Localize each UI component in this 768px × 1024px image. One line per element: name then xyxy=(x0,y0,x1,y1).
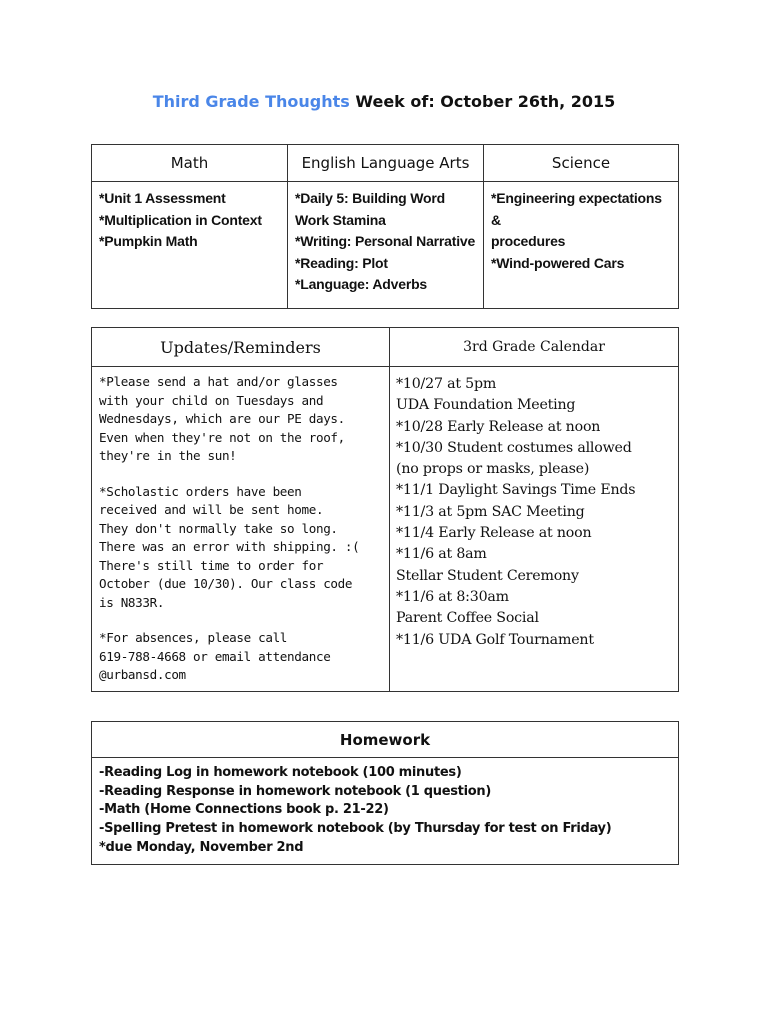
calendar-line: *11/3 at 5pm SAC Meeting xyxy=(396,503,585,520)
math-item: *Unit 1 Assessment xyxy=(99,190,226,206)
subjects-table xyxy=(91,144,679,309)
updates-calendar-table xyxy=(91,327,679,692)
calendar-line: *11/1 Daylight Savings Time Ends xyxy=(396,482,636,499)
science-header: Science xyxy=(484,145,679,182)
homework-item: -Reading Response in homework notebook (1 question) xyxy=(99,783,491,799)
reminder-hats xyxy=(99,373,385,466)
updates-header: Updates/Reminders xyxy=(92,328,390,367)
reminder-line: There's still time to order for xyxy=(99,557,324,573)
calendar-header: 3rd Grade Calendar xyxy=(390,328,679,367)
calendar-line: *10/27 at 5pm xyxy=(396,376,497,392)
homework-item: -Math (Home Connections book p. 21-22) xyxy=(99,802,389,818)
ela-item: *Daily 5: Building Word xyxy=(295,190,445,206)
reminder-line: *Scholastic orders have been xyxy=(99,483,302,499)
updates-cell xyxy=(92,367,390,692)
calendar-line: *11/4 Early Release at noon xyxy=(396,525,592,542)
calendar-line: (no props or masks, please) xyxy=(396,461,590,478)
reminder-line: *Please send a hat and/or glasses xyxy=(99,374,338,389)
page-title xyxy=(0,92,768,111)
reminder-line: is N833R. xyxy=(99,594,165,610)
reminder-line: There was an error with shipping. :( xyxy=(99,539,360,554)
calendar-line: Parent Coffee Social xyxy=(396,610,539,627)
ela-item: *Writing: Personal Narrative xyxy=(295,233,476,249)
reminder-line: October (due 10/30). Our class code xyxy=(99,576,353,591)
calendar-line: *11/6 at 8am xyxy=(396,546,487,563)
week-of-date: Week of: October 26th, 2015 xyxy=(355,92,616,111)
math-item: *Pumpkin Math xyxy=(99,233,198,249)
homework-table xyxy=(91,721,679,865)
ela-item: *Language: Adverbs xyxy=(295,276,428,292)
reminder-line: They don't normally take so long. xyxy=(99,520,338,536)
reminder-line: @urbansd.com xyxy=(99,667,186,682)
math-cell xyxy=(92,182,288,309)
science-item: *Wind-powered Cars xyxy=(491,254,625,271)
math-item: *Multiplication in Context xyxy=(99,211,262,228)
homework-header: Homework xyxy=(92,722,679,758)
ela-item: Work Stamina xyxy=(295,211,386,228)
homework-item: -Reading Log in homework notebook (100 minutes) xyxy=(99,765,462,780)
homework-cell xyxy=(92,758,679,865)
calendar-line: UDA Foundation Meeting xyxy=(396,397,576,414)
reminder-absences xyxy=(99,629,385,685)
reminder-line: they're in the sun! xyxy=(99,448,237,463)
reminder-line: Wednesdays, which are our PE days. xyxy=(99,411,345,426)
reminder-line: with your child on Tuesdays and xyxy=(99,392,324,408)
calendar-cell xyxy=(390,367,679,692)
reminder-line: received and will be sent home. xyxy=(99,502,324,517)
science-item: *Engineering expectations & xyxy=(491,190,662,228)
science-item: procedures xyxy=(491,233,566,249)
calendar-line: *11/6 at 8:30am xyxy=(396,588,509,605)
homework-item: -Spelling Pretest in homework notebook (by Thursday for test on Friday) xyxy=(99,821,612,837)
math-header: Math xyxy=(92,145,288,182)
reminder-line: *For absences, please call xyxy=(99,630,288,645)
newsletter-brand: Third Grade Thoughts xyxy=(152,92,350,111)
ela-cell xyxy=(288,182,484,309)
calendar-line: Stellar Student Ceremony xyxy=(396,567,579,584)
homework-item: *due Monday, November 2nd xyxy=(99,839,304,855)
calendar-line: *10/30 Student costumes allowed xyxy=(396,439,632,456)
calendar-line: *10/28 Early Release at noon xyxy=(396,418,601,435)
reminder-line: 619-788-4668 or email attendance xyxy=(99,648,331,664)
reminder-line: Even when they're not on the roof, xyxy=(99,429,345,445)
calendar-line: *11/6 UDA Golf Tournament xyxy=(396,631,594,648)
science-cell xyxy=(484,182,679,309)
ela-item: *Reading: Plot xyxy=(295,254,388,271)
ela-header: English Language Arts xyxy=(288,145,484,182)
reminder-scholastic xyxy=(99,483,385,613)
